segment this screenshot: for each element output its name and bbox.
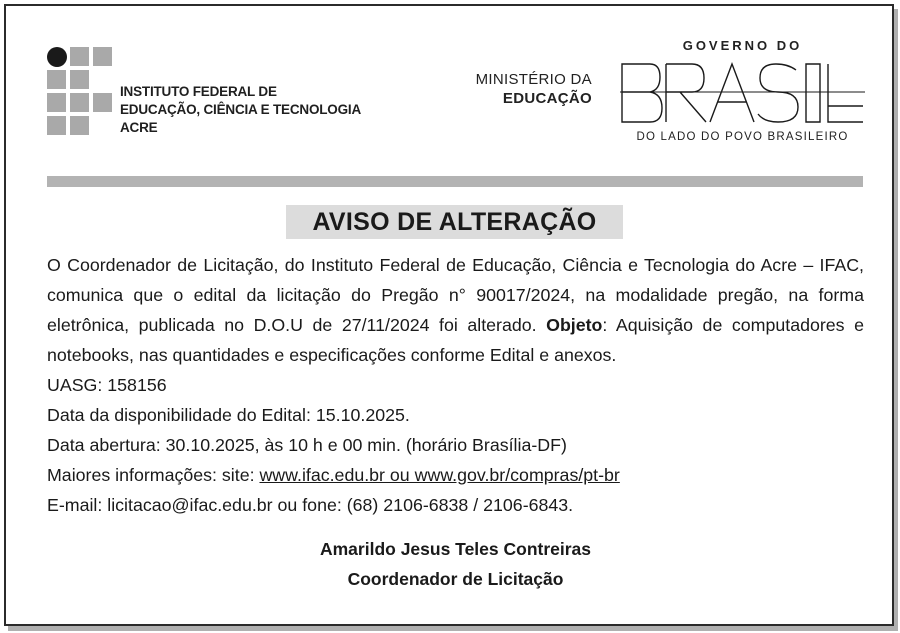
signature-role: Coordenador de Licitação	[347, 569, 564, 589]
logo-square	[70, 116, 89, 135]
header-divider	[47, 176, 863, 187]
uasg-line: UASG: 158156	[47, 375, 167, 395]
institute-name	[120, 83, 361, 137]
logo-square	[47, 93, 66, 112]
notice-paragraph	[47, 250, 864, 370]
info-line	[47, 460, 864, 490]
logo-square	[70, 70, 89, 89]
logo-square	[47, 116, 66, 135]
opening-line: Data abertura: 30.10.2025, às 10 h e 00 min. (horário Brasília-DF)	[47, 435, 567, 455]
paragraph-text: O Coordenador de Licitação, do Instituto Federal de Educação, Ciência e Tecnologia do Acre – IFAC, comunica que o edital da licitação do Pregão n° 90017/2024, na modalidade pregão, na forma eletrônica, publicada no D.O.U de 27/11/2024 foi alterado.	[47, 255, 864, 335]
object-label: Objeto	[546, 315, 603, 335]
email-line: E-mail: licitacao@ifac.edu.br ou fone: (68) 2106-6838 / 2106-6843.	[47, 495, 574, 515]
notice-body	[47, 250, 864, 520]
info-links[interactable]: www.ifac.edu.br ou www.gov.br/compras/pt-br	[259, 465, 620, 485]
signature-block	[47, 534, 864, 594]
government-slogan: DO LADO DO POVO BRASILEIRO	[636, 131, 849, 143]
availability-line: Data da disponibilidade do Edital: 15.10.2025.	[47, 405, 410, 425]
info-label: Maiores informações: site:	[47, 465, 260, 485]
logo-square	[47, 70, 66, 89]
signature-name: Amarildo Jesus Teles Contreiras	[319, 539, 592, 559]
paragraph-text: : Aquisição de computadores e notebooks, nas quantidades e especificações conforme Edital e anexos.	[47, 315, 864, 365]
logo-square	[93, 47, 112, 66]
ministry-line: MINISTÉRIO DA	[475, 71, 592, 88]
ministry-line: EDUCAÇÃO	[502, 90, 592, 107]
notice-title: AVISO DE ALTERAÇÃO	[286, 205, 623, 239]
logo-dot	[47, 47, 67, 67]
institute-line: ACRE	[120, 120, 158, 135]
logo-square	[93, 93, 112, 112]
brasil-logo	[620, 62, 865, 124]
institute-line: EDUCAÇÃO, CIÊNCIA E TECNOLOGIA	[120, 102, 362, 117]
government-label: GOVERNO DO	[682, 38, 803, 53]
logo-square	[70, 47, 89, 66]
logo-square	[70, 93, 89, 112]
institute-line: INSTITUTO FEDERAL DE	[120, 84, 277, 99]
ministry-name	[440, 70, 592, 108]
